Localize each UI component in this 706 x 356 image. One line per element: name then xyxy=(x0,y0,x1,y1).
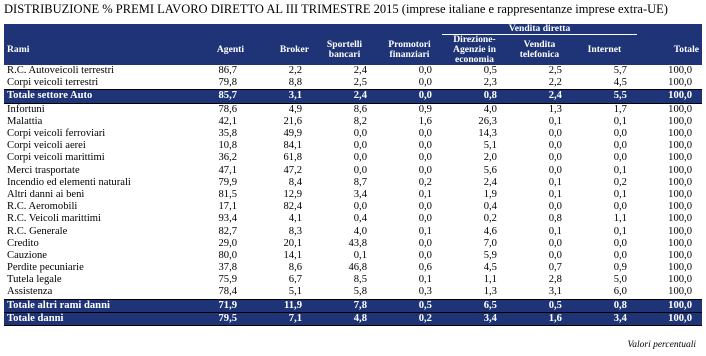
table-row xyxy=(4,238,702,250)
table-row xyxy=(4,262,702,274)
cell-telefonica: 0,0 xyxy=(548,164,562,176)
header-cell-blank xyxy=(312,24,377,35)
row-label: Totale settore Auto xyxy=(4,90,182,103)
cell-totale: 100,0 xyxy=(668,188,692,200)
cell-direzione: 3,4 xyxy=(442,312,507,325)
table-row xyxy=(4,103,702,116)
footnote: Valori percentuali xyxy=(627,340,696,350)
header-sportelli-bancari: Sportelli bancari xyxy=(312,35,377,66)
cell-sportelli: 0,0 xyxy=(353,128,367,140)
cell-agenti: 29,0 xyxy=(218,237,238,249)
cell-internet: 0,1 xyxy=(613,188,627,200)
header-rami: Rami xyxy=(4,35,182,66)
cell-sportelli: 4,8 xyxy=(312,312,377,325)
row-label: R.C. Veicoli marittimi xyxy=(7,213,101,225)
row-label: Totale danni xyxy=(4,312,182,325)
cell-agenti: 79,5 xyxy=(182,312,247,325)
cell-telefonica: 0,0 xyxy=(548,128,562,140)
row-label: Cauzione xyxy=(7,249,48,261)
total-row xyxy=(4,90,702,103)
header-cell-blank xyxy=(247,24,312,35)
row-label: Corpi veicoli ferroviari xyxy=(7,128,106,140)
cell-agenti: 85,7 xyxy=(182,90,247,103)
cell-broker: 61,8 xyxy=(283,152,303,164)
cell-direzione: 5,9 xyxy=(483,249,497,261)
cell-internet: 0,0 xyxy=(613,152,627,164)
cell-agenti: 47,1 xyxy=(218,164,238,176)
cell-agenti: 80,0 xyxy=(218,249,238,261)
cell-internet: 5,0 xyxy=(613,274,627,286)
cell-internet: 0,1 xyxy=(613,115,627,127)
cell-totale: 100,0 xyxy=(668,176,692,188)
cell-direzione: 0,5 xyxy=(483,65,497,77)
cell-internet: 0,1 xyxy=(613,225,627,237)
cell-agenti: 79,9 xyxy=(218,176,238,188)
cell-promotori: 0,1 xyxy=(418,274,432,286)
row-label: Infortuni xyxy=(7,103,45,115)
cell-telefonica: 0,1 xyxy=(548,188,562,200)
cell-promotori: 0,3 xyxy=(418,286,432,298)
cell-promotori: 0,6 xyxy=(418,262,432,274)
cell-promotori: 0,0 xyxy=(418,249,432,261)
premium-distribution-table xyxy=(4,24,702,326)
row-label: Assistenza xyxy=(7,286,53,298)
table-title: DISTRIBUZIONE % PREMI LAVORO DIRETTO AL III TRIMESTRE 2015 (imprese italiane e rappresentanze imprese extra-UE) xyxy=(4,2,668,16)
row-label: Credito xyxy=(7,237,39,249)
cell-sportelli: 46,8 xyxy=(348,262,367,274)
cell-broker: 8,3 xyxy=(288,225,303,237)
row-label: R.C. Autoveicoli terrestri xyxy=(7,65,115,77)
cell-agenti: 93,4 xyxy=(218,213,238,225)
cell-totale: 100,0 xyxy=(637,312,702,325)
table-row xyxy=(4,128,702,140)
cell-promotori: 0,1 xyxy=(418,188,432,200)
cell-promotori: 0,0 xyxy=(418,164,432,176)
cell-promotori: 0,0 xyxy=(418,128,432,140)
cell-internet: 5,7 xyxy=(613,65,627,77)
cell-promotori: 0,5 xyxy=(377,299,442,312)
cell-internet: 0,0 xyxy=(613,140,627,152)
total-row xyxy=(4,299,702,312)
cell-broker: 2,2 xyxy=(288,65,303,77)
cell-totale: 100,0 xyxy=(668,213,692,225)
cell-sportelli: 8,2 xyxy=(353,115,367,127)
row-label: Totale altri rami danni xyxy=(4,299,182,312)
cell-sportelli: 2,4 xyxy=(312,90,377,103)
header-internet: Internet xyxy=(572,35,637,66)
header-totale: Totale xyxy=(637,35,702,66)
cell-internet: 0,1 xyxy=(613,164,627,176)
cell-promotori: 0,0 xyxy=(418,65,432,77)
cell-telefonica: 2,4 xyxy=(507,90,572,103)
header-vendita-telefonica: Vendita telefonica xyxy=(507,35,572,66)
cell-telefonica: 0,1 xyxy=(548,115,562,127)
row-label: Corpi veicoli aerei xyxy=(7,140,86,152)
cell-broker: 4,1 xyxy=(288,213,303,225)
cell-totale: 100,0 xyxy=(637,299,702,312)
cell-totale: 100,0 xyxy=(668,152,692,164)
cell-direzione: 1,9 xyxy=(483,188,497,200)
cell-agenti: 79,8 xyxy=(218,77,238,89)
table-row xyxy=(4,286,702,299)
cell-telefonica: 0,0 xyxy=(548,201,562,213)
table-row xyxy=(4,165,702,177)
cell-broker: 5,1 xyxy=(288,286,303,298)
cell-broker: 49,9 xyxy=(283,128,303,140)
table-row xyxy=(4,213,702,225)
cell-internet: 1,7 xyxy=(613,103,627,115)
header-cell-blank xyxy=(4,24,182,35)
cell-internet: 0,0 xyxy=(613,201,627,213)
cell-promotori: 0,0 xyxy=(418,140,432,152)
cell-internet: 0,0 xyxy=(613,249,627,261)
cell-broker: 84,1 xyxy=(283,140,303,152)
cell-internet: 0,0 xyxy=(613,128,627,140)
cell-internet: 4,5 xyxy=(613,77,627,89)
cell-telefonica: 0,8 xyxy=(548,213,562,225)
cell-broker: 3,1 xyxy=(247,90,312,103)
cell-promotori: 1,6 xyxy=(418,115,432,127)
cell-agenti: 78,6 xyxy=(218,103,238,115)
cell-promotori: 0,2 xyxy=(377,312,442,325)
cell-totale: 100,0 xyxy=(668,225,692,237)
header-cell-blank xyxy=(637,24,702,35)
table-row xyxy=(4,77,702,90)
cell-sportelli: 2,5 xyxy=(353,77,367,89)
cell-totale: 100,0 xyxy=(668,65,692,77)
cell-direzione: 4,0 xyxy=(483,103,497,115)
cell-telefonica: 0,0 xyxy=(548,152,562,164)
cell-sportelli: 0,0 xyxy=(353,201,367,213)
cell-totale: 100,0 xyxy=(668,201,692,213)
cell-broker: 20,1 xyxy=(283,237,303,249)
cell-totale: 100,0 xyxy=(668,140,692,152)
cell-agenti: 81,5 xyxy=(218,188,238,200)
cell-direzione: 1,1 xyxy=(483,274,497,286)
cell-agenti: 37,8 xyxy=(218,262,238,274)
cell-promotori: 0,1 xyxy=(418,225,432,237)
header-promotori-finanziari: Promotori finanziari xyxy=(377,35,442,66)
table-body xyxy=(4,65,702,325)
cell-direzione: 2,3 xyxy=(483,77,497,89)
cell-telefonica: 0,5 xyxy=(507,299,572,312)
cell-sportelli: 4,0 xyxy=(353,225,367,237)
cell-broker: 8,6 xyxy=(288,262,303,274)
cell-totale: 100,0 xyxy=(668,262,692,274)
total-row xyxy=(4,312,702,325)
row-label: Altri danni ai beni xyxy=(7,188,85,200)
cell-promotori: 0,0 xyxy=(418,201,432,213)
cell-direzione: 4,6 xyxy=(483,225,497,237)
cell-telefonica: 2,2 xyxy=(548,77,562,89)
table-header xyxy=(4,24,702,65)
cell-direzione: 5,1 xyxy=(483,140,497,152)
cell-totale: 100,0 xyxy=(668,103,692,115)
header-cell-blank xyxy=(377,24,442,35)
cell-agenti: 71,9 xyxy=(182,299,247,312)
cell-agenti: 82,7 xyxy=(218,225,238,237)
row-label: Incendio ed elementi naturali xyxy=(7,176,131,188)
table-row xyxy=(4,116,702,128)
cell-internet: 0,0 xyxy=(613,237,627,249)
cell-internet: 1,1 xyxy=(613,213,627,225)
cell-broker: 4,9 xyxy=(288,103,303,115)
cell-agenti: 78,4 xyxy=(218,286,238,298)
table-row xyxy=(4,274,702,286)
cell-totale: 100,0 xyxy=(668,115,692,127)
cell-sportelli: 5,8 xyxy=(353,286,367,298)
cell-agenti: 35,8 xyxy=(218,128,238,140)
cell-direzione: 14,3 xyxy=(478,128,497,140)
row-label: Merci trasportate xyxy=(7,164,80,176)
cell-sportelli: 43,8 xyxy=(348,237,367,249)
cell-totale: 100,0 xyxy=(668,128,692,140)
cell-agenti: 75,9 xyxy=(218,274,238,286)
cell-broker: 12,9 xyxy=(283,188,303,200)
cell-sportelli: 0,4 xyxy=(353,213,367,225)
cell-telefonica: 1,6 xyxy=(507,312,572,325)
cell-totale: 100,0 xyxy=(668,286,692,298)
cell-direzione: 7,0 xyxy=(483,237,497,249)
cell-direzione: 0,8 xyxy=(442,90,507,103)
cell-telefonica: 0,1 xyxy=(548,225,562,237)
row-label: R.C. Generale xyxy=(7,225,68,237)
cell-direzione: 5,6 xyxy=(483,164,497,176)
cell-direzione: 4,5 xyxy=(483,262,497,274)
table-row xyxy=(4,189,702,201)
cell-totale: 100,0 xyxy=(668,164,692,176)
cell-telefonica: 0,0 xyxy=(548,140,562,152)
cell-sportelli: 0,0 xyxy=(353,152,367,164)
table-row xyxy=(4,201,702,213)
cell-promotori: 0,0 xyxy=(418,213,432,225)
cell-agenti: 36,2 xyxy=(218,152,238,164)
cell-promotori: 0,0 xyxy=(418,152,432,164)
table-row xyxy=(4,65,702,77)
cell-totale: 100,0 xyxy=(668,274,692,286)
cell-internet: 0,8 xyxy=(572,299,637,312)
row-label: Tutela legale xyxy=(7,274,62,286)
cell-direzione: 1,3 xyxy=(483,286,497,298)
table-row xyxy=(4,177,702,189)
cell-sportelli: 8,7 xyxy=(353,176,367,188)
cell-broker: 82,4 xyxy=(283,201,303,213)
cell-broker: 7,1 xyxy=(247,312,312,325)
cell-direzione: 6,5 xyxy=(442,299,507,312)
cell-broker: 6,7 xyxy=(288,274,303,286)
header-group-vendita-diretta: Vendita diretta xyxy=(442,24,637,35)
cell-promotori: 0,0 xyxy=(418,237,432,249)
cell-totale: 100,0 xyxy=(668,77,692,89)
table-row xyxy=(4,250,702,262)
table-row xyxy=(4,152,702,164)
cell-agenti: 17,1 xyxy=(218,201,238,213)
cell-promotori: 0,0 xyxy=(418,77,432,89)
cell-direzione: 2,0 xyxy=(483,152,497,164)
row-label: Corpi veicoli marittimi xyxy=(7,152,105,164)
cell-direzione: 0,2 xyxy=(483,213,497,225)
cell-telefonica: 0,1 xyxy=(548,176,562,188)
cell-telefonica: 0,0 xyxy=(548,249,562,261)
cell-direzione: 26,3 xyxy=(478,115,497,127)
cell-telefonica: 3,1 xyxy=(548,286,562,298)
cell-internet: 0,2 xyxy=(613,176,627,188)
cell-totale: 100,0 xyxy=(637,90,702,103)
cell-broker: 14,1 xyxy=(283,249,303,261)
cell-broker: 21,6 xyxy=(283,115,303,127)
cell-broker: 11,9 xyxy=(247,299,312,312)
cell-broker: 47,2 xyxy=(283,164,303,176)
header-direzione-agenzie: Direzione-Agenzie in economia xyxy=(442,35,507,66)
cell-sportelli: 8,5 xyxy=(353,274,367,286)
table-row xyxy=(4,140,702,152)
cell-internet: 3,4 xyxy=(572,312,637,325)
cell-sportelli: 3,4 xyxy=(353,188,367,200)
cell-internet: 0,9 xyxy=(613,262,627,274)
cell-internet: 5,5 xyxy=(572,90,637,103)
row-label: R.C. Aeromobili xyxy=(7,201,78,213)
cell-broker: 8,4 xyxy=(288,176,303,188)
cell-internet: 6,0 xyxy=(613,286,627,298)
cell-totale: 100,0 xyxy=(668,237,692,249)
cell-telefonica: 2,8 xyxy=(548,274,562,286)
cell-sportelli: 7,8 xyxy=(312,299,377,312)
cell-broker: 8,8 xyxy=(288,77,303,89)
cell-totale: 100,0 xyxy=(668,249,692,261)
cell-direzione: 0,4 xyxy=(483,201,497,213)
cell-promotori: 0,0 xyxy=(377,90,442,103)
cell-sportelli: 2,4 xyxy=(353,65,367,77)
row-label: Malattia xyxy=(7,115,43,127)
cell-telefonica: 1,3 xyxy=(548,103,562,115)
header-agenti: Agenti xyxy=(182,35,247,66)
cell-agenti: 10,8 xyxy=(218,140,238,152)
cell-agenti: 42,1 xyxy=(218,115,238,127)
cell-sportelli: 0,0 xyxy=(353,140,367,152)
cell-telefonica: 0,0 xyxy=(548,237,562,249)
header-broker: Broker xyxy=(247,35,312,66)
cell-promotori: 0,9 xyxy=(418,103,432,115)
cell-agenti: 86,7 xyxy=(218,65,238,77)
cell-sportelli: 8,6 xyxy=(353,103,367,115)
cell-sportelli: 0,0 xyxy=(353,164,367,176)
row-label: Corpi veicoli terrestri xyxy=(7,77,99,89)
header-cell-blank xyxy=(182,24,247,35)
cell-telefonica: 2,5 xyxy=(548,65,562,77)
cell-telefonica: 0,7 xyxy=(548,262,562,274)
row-label: Perdite pecuniarie xyxy=(7,262,84,274)
cell-promotori: 0,2 xyxy=(418,176,432,188)
table-row xyxy=(4,225,702,237)
cell-sportelli: 0,1 xyxy=(353,249,367,261)
cell-direzione: 2,4 xyxy=(483,176,497,188)
